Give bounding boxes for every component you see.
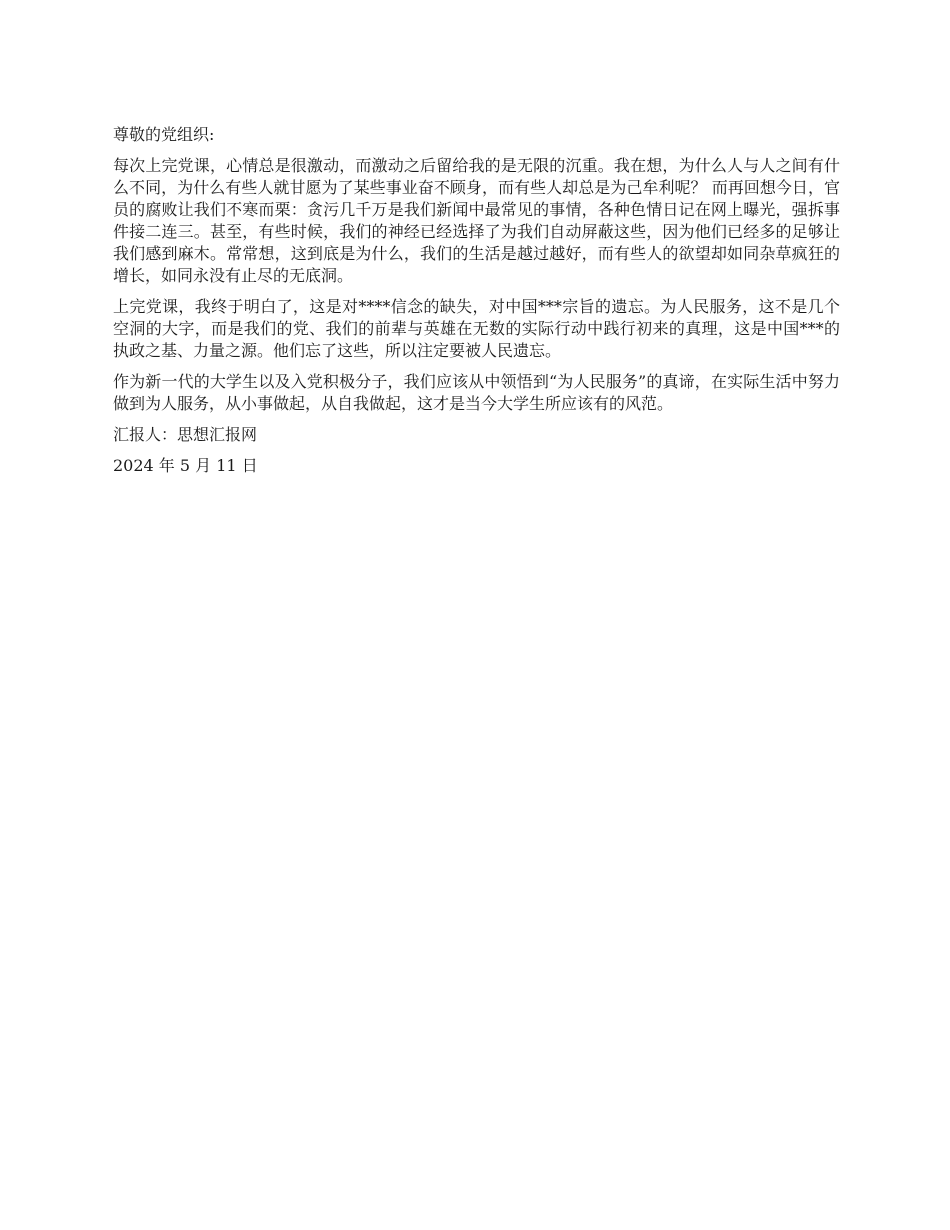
date: 2024 年 5 月 11 日 — [113, 456, 258, 475]
paragraph-2: 上完党课，我终于明白了，这是对****信念的缺失，对中国***宗旨的遗忘。为人民服务，这不是几个空洞的大字，而是我们的党、我们的前辈与英雄在无数的实际行动中践行初来的真理，这是中国***的执政之基、力量之源。他们忘了这些，所以注定要被人民遗忘。 — [113, 297, 840, 360]
document-body — [113, 124, 840, 486]
signature: 汇报人：思想汇报网 — [113, 425, 258, 444]
paragraph-3: 作为新一代的大学生以及入党积极分子，我们应该从中领悟到“为人民服务”的真谛，在实际生活中努力做到为人服务，从小事做起，从自我做起，这才是当今大学生所应该有的风范。 — [113, 372, 840, 413]
paragraph-1: 每次上完党课，心情总是很激动，而激动之后留给我的是无限的沉重。我在想，为什么人与人之间有什么不同，为什么有些人就甘愿为了某些事业奋不顾身，而有些人却总是为己牟利呢？ 而再回想今日，官员的腐败让我们不寒而栗：贪污几千万是我们新闻中最常见的事情，各种色情日记在网上曝光，强拆事件接二连三。甚至，有些时候，我们的神经已经选择了为我们自动屏蔽这些，因为他们已经多的足够让我们感到麻木。常常想，这到底是为什么，我们的生活是越过越好，而有些人的欲望却如同杂草疯狂的增长，如同永没有止尽的无底洞。 — [113, 156, 840, 285]
salutation: 尊敬的党组织: — [113, 125, 215, 144]
